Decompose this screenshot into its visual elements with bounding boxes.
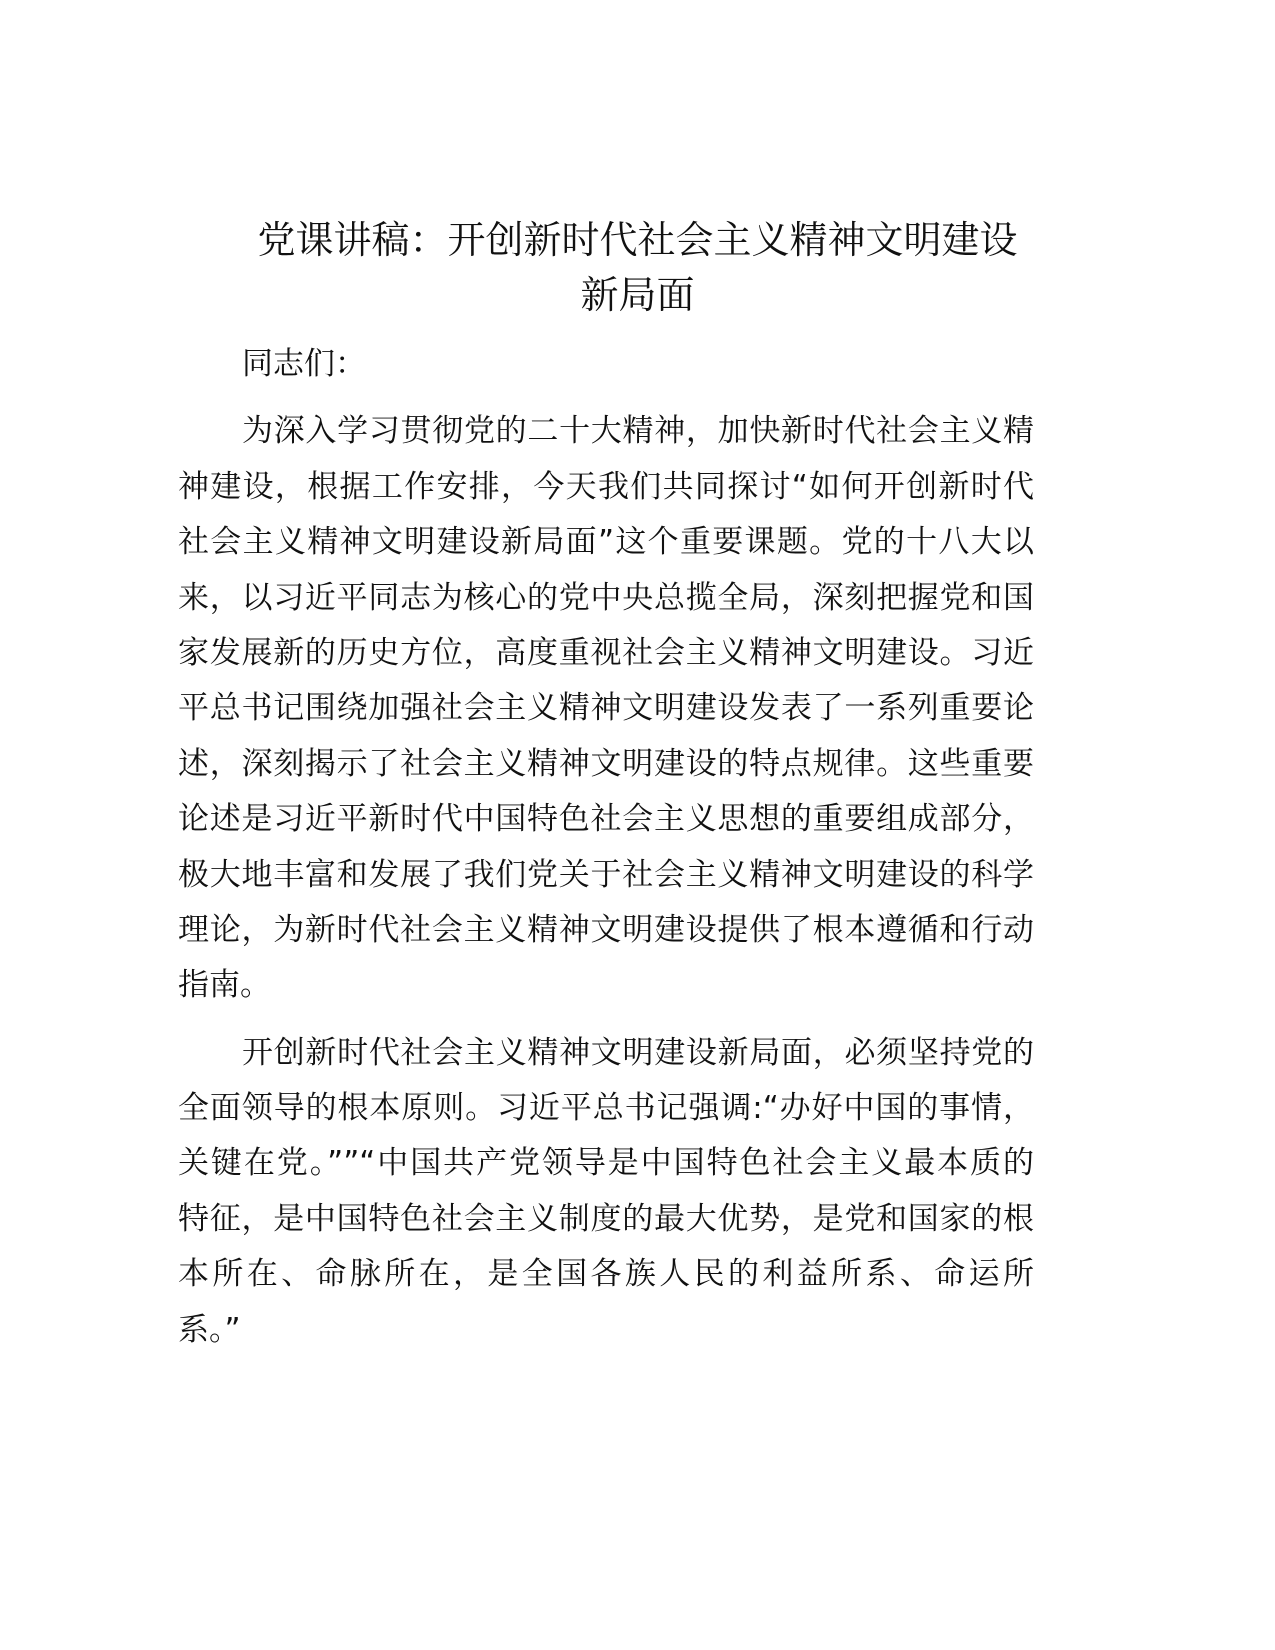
text-line: 理论，为新时代社会主义精神文明建设提供了根本遵循和行动	[178, 911, 1034, 948]
salutation-paragraph	[178, 337, 1034, 392]
salutation: 同志们：	[242, 346, 366, 382]
text-line: 关键在党。””“中国共产党领导是中国特色社会主义最本质的	[178, 1145, 1034, 1182]
text-line: 全面领导的根本原则。习近平总书记强调:“办好中国的事情，	[178, 1090, 1034, 1127]
text-line: 神建设，根据工作安排，今天我们共同探讨“如何开创新时代	[178, 468, 1034, 505]
text-line: 来，以习近平同志为核心的党中央总揽全局，深刻把握党和国	[178, 579, 1034, 616]
text-line: 极大地丰富和发展了我们党关于社会主义精神文明建设的科学	[178, 856, 1034, 893]
text-line: 家发展新的历史方位，高度重视社会主义精神文明建设。习近	[178, 634, 1034, 671]
text-line: 为深入学习贯彻党的二十大精神，加快新时代社会主义精	[242, 413, 1034, 450]
text-line: 本所在、命脉所在，是全国各族人民的利益所系、命运所	[178, 1256, 1034, 1293]
title-line-1: 党课讲稿：开创新时代社会主义精神文明建设	[257, 218, 1018, 262]
paragraph-2	[178, 1026, 1034, 1358]
document-title	[150, 213, 1125, 323]
text-line: 指南。	[178, 967, 271, 1004]
text-line: 系。”	[178, 1311, 241, 1348]
text-line: 特征，是中国特色社会主义制度的最大优势，是党和国家的根	[178, 1200, 1034, 1237]
text-line: 述，深刻揭示了社会主义精神文明建设的特点规律。这些重要	[178, 745, 1034, 782]
document-body	[178, 337, 1034, 1370]
text-line: 社会主义精神文明建设新局面”这个重要课题。党的十八大以	[178, 524, 1034, 561]
text-line: 平总书记围绕加强社会主义精神文明建设发表了一系列重要论	[178, 690, 1034, 727]
text-line: 开创新时代社会主义精神文明建设新局面，必须坚持党的	[242, 1034, 1034, 1071]
title-line-2: 新局面	[580, 273, 695, 317]
paragraph-1	[178, 404, 1034, 1013]
text-line: 论述是习近平新时代中国特色社会主义思想的重要组成部分，	[178, 801, 1034, 838]
